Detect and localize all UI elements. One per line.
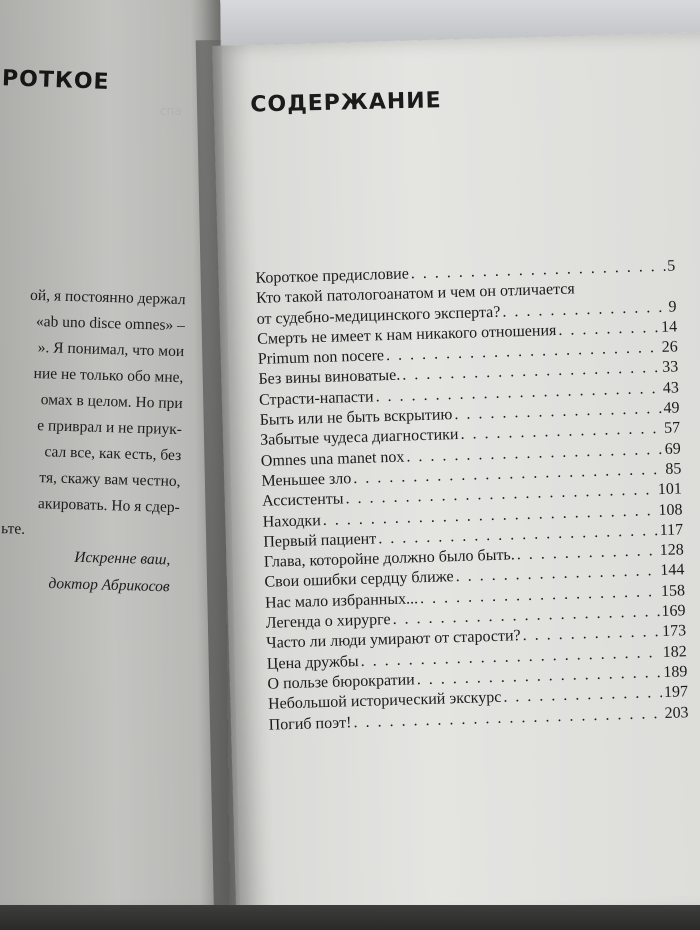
left-line: ». Я понимал, что мои	[37, 339, 185, 361]
toc-entry-page: 57	[663, 419, 681, 438]
toc-entry-page: 203	[664, 703, 689, 722]
toc-entry-title: Primum non nocere	[257, 347, 385, 369]
toc-entry-title: Быть или не быть вскрытию	[259, 406, 453, 429]
toc-entry-title: О пользе бюрократии	[267, 671, 415, 693]
toc-entry-title: Погиб поэт!	[268, 713, 352, 734]
toc-entry-page: 158	[660, 582, 686, 600]
toc-entry-page: 173	[661, 622, 687, 641]
toc-entry-title: Нас мало избранных...	[264, 589, 419, 612]
toc-entry-title: Omnes una manet nox	[260, 448, 405, 470]
left-line: ьте.	[0, 520, 26, 538]
book-cover-edge	[0, 905, 700, 930]
toc-entry-page: 33	[662, 358, 679, 377]
toc-entry-title: Забытые чудеса диагностики	[260, 426, 459, 450]
toc-entry-title: Цена дружбы	[266, 652, 359, 673]
toc-entry-page: 101	[657, 480, 683, 499]
toc-entry-title: Меньшее зло	[261, 470, 352, 490]
toc-entry-page: 14	[660, 318, 678, 336]
toc-entry-page: 144	[660, 561, 685, 580]
signature-name: доктор Абрикосов	[48, 574, 170, 596]
left-page-body	[0, 282, 186, 547]
toc-entry-page: 108	[658, 500, 683, 519]
toc-entry-page: 182	[662, 642, 687, 661]
toc-list	[255, 256, 689, 735]
toc-entry-page: 26	[661, 338, 678, 357]
toc-entry-page: 69	[664, 440, 681, 458]
toc-entry-page: 49	[663, 399, 680, 417]
left-line: омах в целом. Но при	[40, 391, 183, 413]
toc-entry-title: Без вины виноватые.	[258, 367, 401, 389]
toc-entry-title: от судебно-медицинского эксперта?	[256, 303, 501, 328]
left-line: тя, скажу вам честно,	[39, 469, 181, 491]
toc-entry-page: 189	[663, 663, 688, 681]
toc-entry-title: Глава, которойне должно было быть.	[263, 546, 515, 571]
toc-entry-page: 9	[668, 298, 677, 316]
left-line: «ab uno disce omnes» –	[35, 313, 186, 335]
table-of-contents	[250, 82, 689, 736]
signature-line: Искренне ваш,	[74, 548, 171, 569]
toc-entry-title: Легенда о хирурге	[265, 611, 391, 632]
toc-entry-title: Находки	[262, 511, 321, 531]
toc-entry-page: 85	[665, 460, 682, 478]
left-page-bleed-text: спа	[160, 104, 182, 118]
toc-entry-title: Смерть не имеет к нам никакого отношения	[257, 321, 557, 348]
toc-entry-page: 5	[667, 257, 676, 275]
toc-heading: СОДЕРЖАНИЕ	[250, 88, 442, 118]
toc-entry-title: Ассистенты	[261, 490, 344, 511]
signature-block	[0, 542, 171, 601]
toc-entry-page: 128	[659, 541, 684, 560]
toc-entry-page: 197	[663, 683, 689, 702]
toc-entry-title: Короткое предисловие	[255, 265, 410, 287]
toc-entry-title: Первый пациент	[263, 530, 377, 551]
toc-entry-title: Страсти-напасти	[258, 388, 374, 409]
left-line: ой, я постоянно держал	[29, 286, 186, 309]
left-line: акировать. Но я сдер-	[37, 495, 181, 517]
left-line: е приврал и не приук-	[36, 417, 183, 439]
toc-entry-title: Кто такой патологоанатом и чем он отличается	[255, 280, 575, 308]
toc-entry-title: Часто ли люди умирают от старости?	[266, 627, 521, 653]
left-line: сал все, как есть, без	[44, 443, 182, 465]
toc-entry-page: 169	[661, 602, 686, 621]
toc-entry-page: 43	[662, 379, 680, 397]
left-line: ние не только обо мне,	[33, 364, 184, 387]
left-page-title: РОТКОЕ	[1, 66, 110, 95]
toc-entry-title: Небольшой исторический экскурс	[267, 689, 502, 713]
toc-entry-page: 117	[659, 521, 684, 539]
toc-entry-title: Свои ошибки сердцу ближе	[264, 568, 454, 592]
